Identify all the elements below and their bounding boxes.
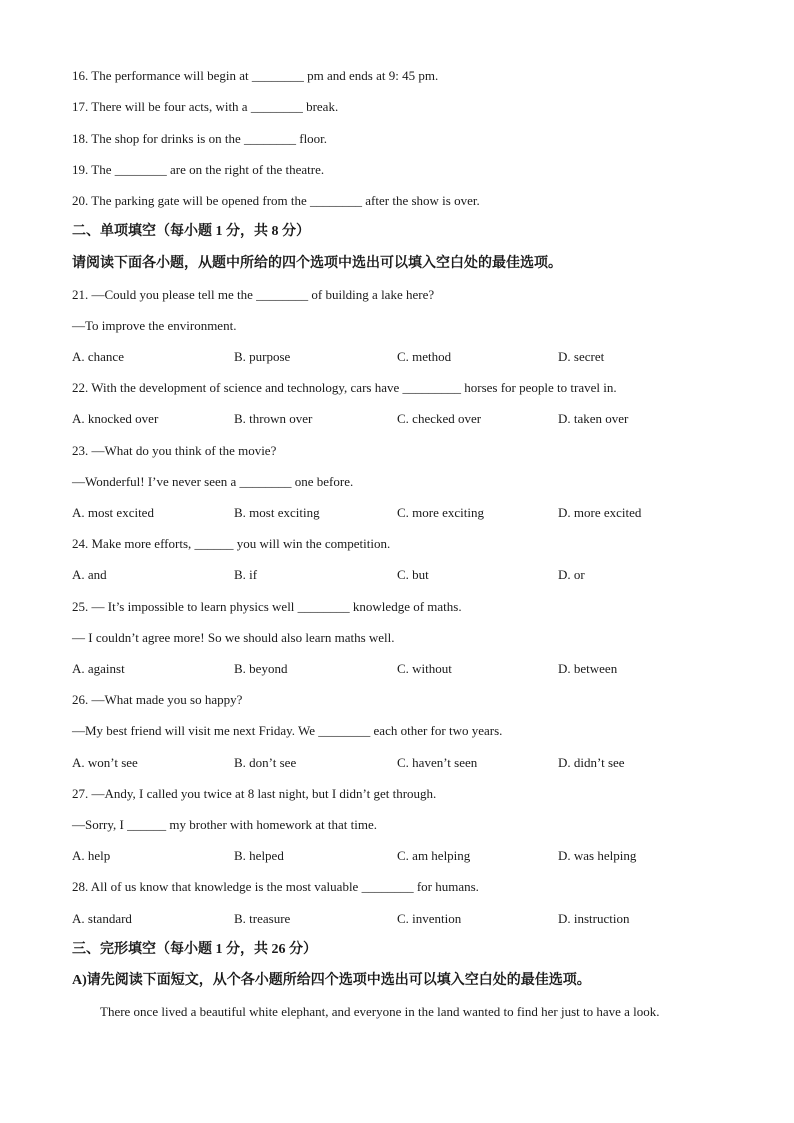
- question-23-option-b: B. most exciting: [234, 505, 320, 520]
- question-19: 19. The ________ are on the right of the theatre.: [72, 162, 325, 177]
- question-22-stem: 22. With the development of science and technology, cars have _________ horses for people to travel in.: [72, 380, 617, 395]
- question-21-option-b: B. purpose: [234, 349, 291, 364]
- question-27-option-d: D. was helping: [558, 848, 637, 863]
- question-25-option-a: A. against: [72, 661, 125, 676]
- question-28-stem: 28. All of us know that knowledge is the most valuable ________ for humans.: [72, 879, 479, 894]
- question-28-option-a: A. standard: [72, 911, 132, 926]
- question-17: 17. There will be four acts, with a ________ break.: [72, 99, 339, 114]
- question-25-stem: 25. — It’s impossible to learn physics well ________ knowledge of maths.: [72, 599, 462, 614]
- question-24-option-b: B. if: [234, 567, 258, 582]
- question-27-option-a: A. help: [72, 848, 111, 863]
- question-24-stem: 24. Make more efforts, ______ you will win the competition.: [72, 536, 391, 551]
- question-26-option-b: B. don’t see: [234, 755, 297, 770]
- question-22-option-b: B. thrown over: [234, 411, 313, 426]
- passage-first-line: There once lived a beautiful white elephant, and everyone in the land wanted to find her just to have a look.: [100, 1004, 660, 1019]
- question-21-stem: 21. —Could you please tell me the ________ of building a lake here?: [72, 287, 435, 302]
- question-16: 16. The performance will begin at ________ pm and ends at 9: 45 pm.: [72, 68, 439, 83]
- question-26-option-c: C. haven’t seen: [397, 755, 478, 770]
- question-21-option-d: D. secret: [558, 349, 605, 364]
- question-27-stem: 27. —Andy, I called you twice at 8 last night, but I didn’t get through.: [72, 786, 437, 801]
- question-24-option-d: D. or: [558, 567, 585, 582]
- question-26-answer: —My best friend will visit me next Friday. We ________ each other for two years.: [72, 723, 503, 738]
- question-20: 20. The parking gate will be opened from the ________ after the show is over.: [72, 193, 480, 208]
- question-24-option-a: A. and: [72, 567, 107, 582]
- question-22-option-c: C. checked over: [397, 411, 482, 426]
- question-26-option-d: D. didn’t see: [558, 755, 625, 770]
- question-25-option-b: B. beyond: [234, 661, 288, 676]
- question-22-option-d: D. taken over: [558, 411, 629, 426]
- question-18: 18. The shop for drinks is on the ________ floor.: [72, 131, 328, 146]
- question-23-stem: 23. —What do you think of the movie?: [72, 443, 277, 458]
- question-28-option-d: D. instruction: [558, 911, 630, 926]
- question-27-option-c: C. am helping: [397, 848, 471, 863]
- question-25-option-d: D. between: [558, 661, 618, 676]
- question-27-option-b: B. helped: [234, 848, 284, 863]
- question-23-option-d: D. more excited: [558, 505, 642, 520]
- question-25-option-c: C. without: [397, 661, 452, 676]
- section-2-instruction: 请阅读下面各小题，从题中所给的四个选项中选出可以填入空白处的最佳选项。: [72, 256, 562, 271]
- question-25-answer: — I couldn’t agree more! So we should also learn maths well.: [72, 630, 395, 645]
- question-24-option-c: C. but: [397, 567, 429, 582]
- question-21-option-a: A. chance: [72, 349, 124, 364]
- question-26-option-a: A. won’t see: [72, 755, 138, 770]
- question-28-option-b: B. treasure: [234, 911, 291, 926]
- question-27-answer: —Sorry, I ______ my brother with homework at that time.: [72, 817, 377, 832]
- question-23-option-a: A. most excited: [72, 505, 154, 520]
- question-21-option-c: C. method: [397, 349, 452, 364]
- section-2-heading: 二、单项填空（每小题 1 分，共 8 分）: [72, 224, 310, 239]
- section-3-heading: 三、完形填空（每小题 1 分，共 26 分）: [72, 942, 317, 957]
- question-22-option-a: A. knocked over: [72, 411, 159, 426]
- question-26-stem: 26. —What made you so happy?: [72, 692, 243, 707]
- question-23-answer: —Wonderful! I’ve never seen a ________ one before.: [72, 474, 354, 489]
- question-28-option-c: C. invention: [397, 911, 462, 926]
- section-3-instruction: A)请先阅读下面短文，从个各小题所给四个选项中选出可以填入空白处的最佳选项。: [72, 973, 591, 988]
- question-23-option-c: C. more exciting: [397, 505, 485, 520]
- question-21-answer: —To improve the environment.: [72, 318, 237, 333]
